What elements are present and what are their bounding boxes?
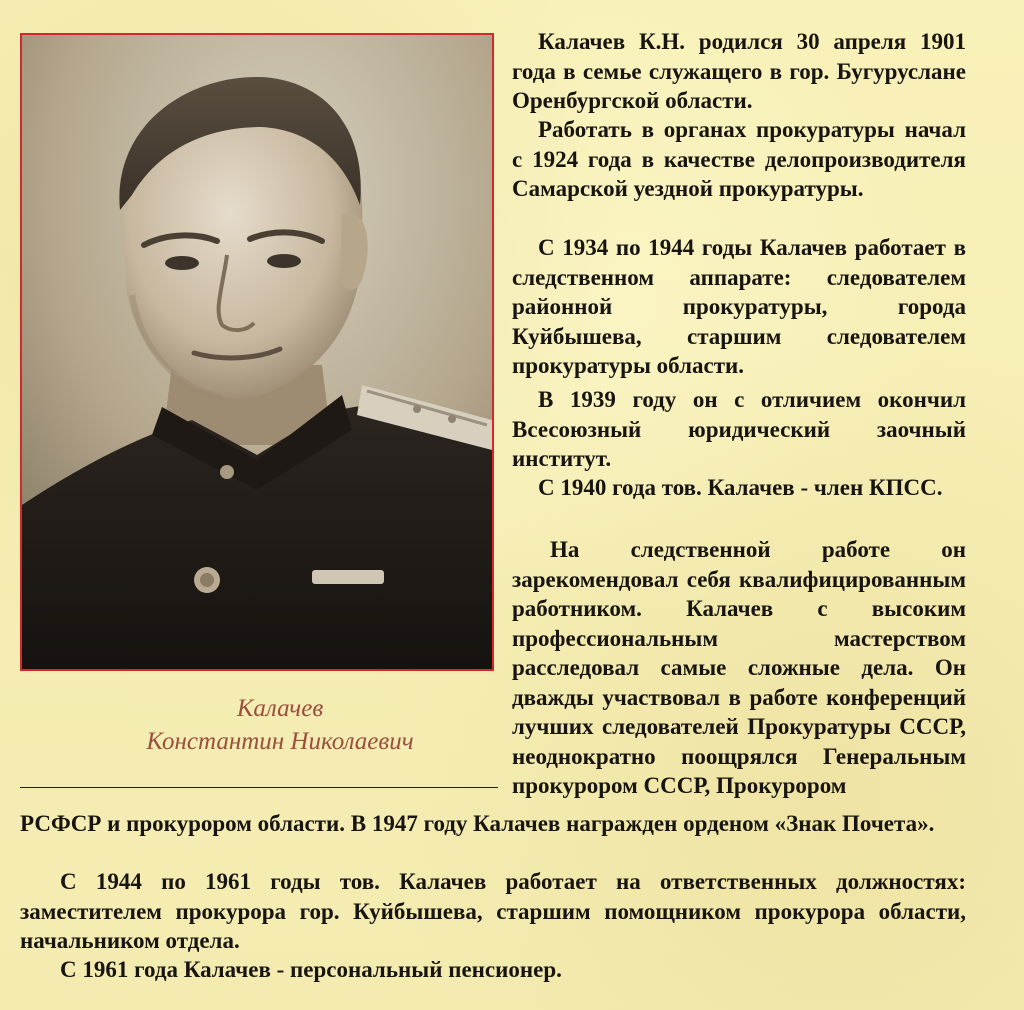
- paragraph-career-start: Работать в органах прокуратуры начал с 1924 года в качестве делопроизводителя Самарской уездной прокуратуры.: [512, 117, 966, 201]
- paragraph-positions: С 1944 по 1961 годы тов. Калачев работает на ответственных должностях: заместителем прокурора гор. Куйбышева, старшим помощником прокурора области, начальником отдела.: [20, 869, 966, 953]
- paragraph-education: В 1939 году он с отличием окончил Всесоюзный юридический заочный институт.: [512, 387, 966, 471]
- paragraph-retirement: С 1961 года Калачев - персональный пенсионер.: [60, 957, 562, 982]
- portrait-caption: [20, 692, 540, 758]
- paragraph-achievements-continued: РСФСР и прокурором области. В 1947 году Калачев награжден орденом «Знак Почета».: [20, 811, 935, 836]
- paragraph-investigator: С 1934 по 1944 годы Калачев работает в следственном аппарате: следователем районной прокуратуры, города Куйбышева, старшим следователем прокуратуры области.: [512, 235, 966, 378]
- paragraph-achievements: На следственной работе он зарекомендовал себя квалифицированным работником. Калачев с высоким профессиональным мастерством расследовал самые сложные дела. Он дважды участвовал в работе конференций лучших следователей Прокуратуры СССР, неоднократно поощрялся Генеральным прокурором СССР, Прокурором: [512, 537, 966, 798]
- caption-name-patronymic: Константин Николаевич: [146, 728, 414, 755]
- caption-surname: Калачев: [236, 695, 324, 722]
- portrait-icon: [22, 35, 492, 669]
- paragraph-birth: Калачев К.Н. родился 30 апреля 1901 года в семье служащего в гор. Бугуруслане Оренбургской области.: [512, 29, 966, 113]
- portrait-photo: [20, 33, 494, 671]
- caption-divider: [20, 787, 498, 788]
- paragraph-party: С 1940 года тов. Калачев - член КПСС.: [538, 475, 943, 500]
